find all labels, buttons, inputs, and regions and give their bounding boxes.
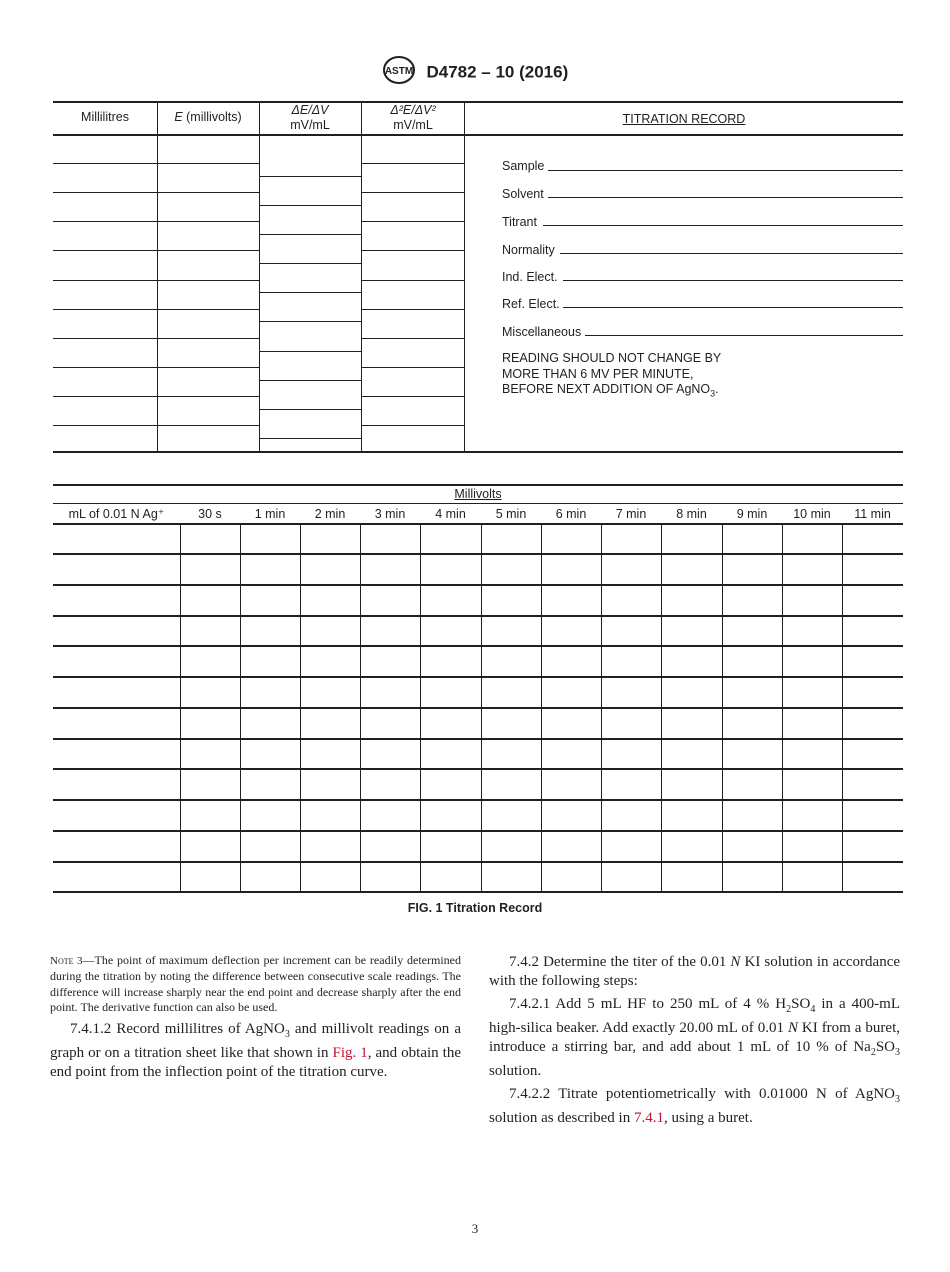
row-line (157, 338, 259, 339)
astm-logo-icon (382, 55, 416, 90)
row-line (157, 367, 259, 368)
table-col-line (541, 523, 542, 893)
row-line (361, 192, 464, 193)
col-time-header: 11 min (854, 507, 891, 521)
col-ml-header: mL of 0.01 N Ag⁺ (68, 507, 165, 521)
para-7-4-2-1: 7.4.2.1 Add 5 mL HF to 250 mL of 4 % $H_2SO_4$ in a 400-mL high-silica beaker. Add exactly 20.00 mL of 0.01 N KI from a buret, introduce a stirring bar, and add about 1 mL of 10 % of $Na_2SO_3$ solution. (489, 996, 901, 1079)
table-col-line (601, 523, 602, 893)
row-line (157, 396, 259, 397)
reading-note: READING SHOULD NOT CHANGE BY MORE THAN 6 MV PER MINUTE, BEFORE NEXT ADDITION OF AgNO$_3$. (502, 351, 722, 399)
row-line (53, 367, 157, 368)
field-ref-elect-line[interactable] (563, 307, 903, 308)
para-7-4-1-2: 7.4.1.2 Record millilitres of AgNO$_3$ and millivolt readings on a graph or on a titration sheet like that shown in Fig. 1, and obtain the end point from the inflection point of the titration curve. (50, 1021, 461, 1081)
page-header (0, 55, 950, 90)
row-line (53, 250, 157, 251)
field-normality-label: Normality (502, 243, 555, 257)
row-line (361, 425, 464, 426)
row-line (157, 309, 259, 310)
row-line (361, 367, 464, 368)
row-line (259, 321, 361, 322)
field-titrant-line[interactable] (543, 225, 903, 226)
row-line (259, 263, 361, 264)
col-time-header: 6 min (555, 507, 587, 521)
table-col-line (300, 523, 301, 893)
row-line (157, 280, 259, 281)
row-line (157, 250, 259, 251)
row-line (157, 163, 259, 164)
row-line (361, 309, 464, 310)
table-col-line (842, 523, 843, 893)
field-misc-line[interactable] (585, 335, 903, 336)
col-dedv-header: ΔE/ΔV mV/mL (290, 103, 330, 132)
col-time-header: 9 min (736, 507, 768, 521)
row-line (361, 221, 464, 222)
table-col-line (782, 523, 783, 893)
row-line (53, 280, 157, 281)
field-normality-line[interactable] (560, 253, 903, 254)
row-line (361, 280, 464, 281)
field-ref-elect-label: Ref. Elect. (502, 297, 560, 311)
svg-text:ASTM: ASTM (384, 66, 413, 77)
table-col-line (661, 523, 662, 893)
titration-record-title: TITRATION RECORD (622, 112, 746, 126)
row-line (361, 396, 464, 397)
field-titrant-label: Titrant (502, 215, 537, 229)
col-d2edv2-header: Δ²E/ΔV² mV/mL (390, 103, 436, 132)
row-line (259, 438, 361, 439)
field-ind-elect-label: Ind. Elect. (502, 270, 558, 284)
col-time-header: 10 min (793, 507, 831, 521)
field-sample-label: Sample (502, 159, 545, 173)
para-7-4-2: 7.4.2 Determine the titer of the 0.01 N KI solution in accordance with the following steps: (489, 954, 901, 989)
fig-1-link[interactable]: Fig. 1 (332, 1045, 368, 1062)
col-time-header: 4 min (435, 507, 466, 521)
table-col-line (360, 523, 361, 893)
table-col-line (240, 523, 241, 893)
para-7-4-2-2: 7.4.2.2 Titrate potentiometrically with 0.01000 N of AgNO$_3$ solution as described in 7.4.1, using a buret. (489, 1086, 900, 1126)
row-line (259, 176, 361, 177)
row-line (361, 338, 464, 339)
field-sample-line[interactable] (548, 170, 903, 171)
field-misc-label: Miscellaneous (502, 325, 582, 339)
millivolts-group-header: Millivolts (454, 487, 502, 501)
row-line (259, 205, 361, 206)
row-line (53, 338, 157, 339)
row-line (259, 409, 361, 410)
col-time-header: 1 min (254, 507, 286, 521)
table-col-line (481, 523, 482, 893)
row-line (259, 292, 361, 293)
right-column (489, 953, 900, 1132)
row-line (53, 192, 157, 193)
field-solvent-line[interactable] (548, 197, 903, 198)
field-solvent-label: Solvent (502, 187, 544, 201)
note-3: Note 3—The point of maximum deflection per increment can be readily determined during the titration by noting the difference between consecutive scale readings. The difference will increase sharply near the end point and decrease sharply after the end point. The derivative function can also be used. (50, 953, 462, 1014)
row-line (259, 234, 361, 235)
col-emv-header: E (millivolts) (174, 110, 242, 124)
row-line (157, 221, 259, 222)
row-line (157, 192, 259, 193)
row-line (361, 250, 464, 251)
row-line (53, 163, 157, 164)
col-time-header: 3 min (374, 507, 406, 521)
field-ind-elect-line[interactable] (563, 280, 903, 281)
row-line (53, 221, 157, 222)
row-line (259, 380, 361, 381)
row-line (157, 425, 259, 426)
row-line (53, 396, 157, 397)
col-time-header: 30 s (198, 507, 222, 521)
figure-caption: FIG. 1 Titration Record (407, 901, 543, 915)
table-col-line (420, 523, 421, 893)
col-time-header: 7 min (615, 507, 647, 521)
section-7-4-1-link[interactable]: 7.4.1 (633, 1110, 664, 1126)
col-time-header: 2 min (314, 507, 346, 521)
row-line (53, 425, 157, 426)
page-number: 3 (471, 1221, 479, 1236)
col-time-header: 8 min (676, 507, 707, 521)
row-line (53, 309, 157, 310)
table-col-line (180, 523, 181, 893)
row-line (259, 351, 361, 352)
designation: D4782 – 10 (2016) (426, 62, 569, 82)
row-line (361, 163, 464, 164)
col-time-header: 5 min (495, 507, 527, 521)
table-col-line (722, 523, 723, 893)
col-millilitres-header: Millilitres (81, 110, 129, 124)
left-column (50, 953, 461, 1086)
